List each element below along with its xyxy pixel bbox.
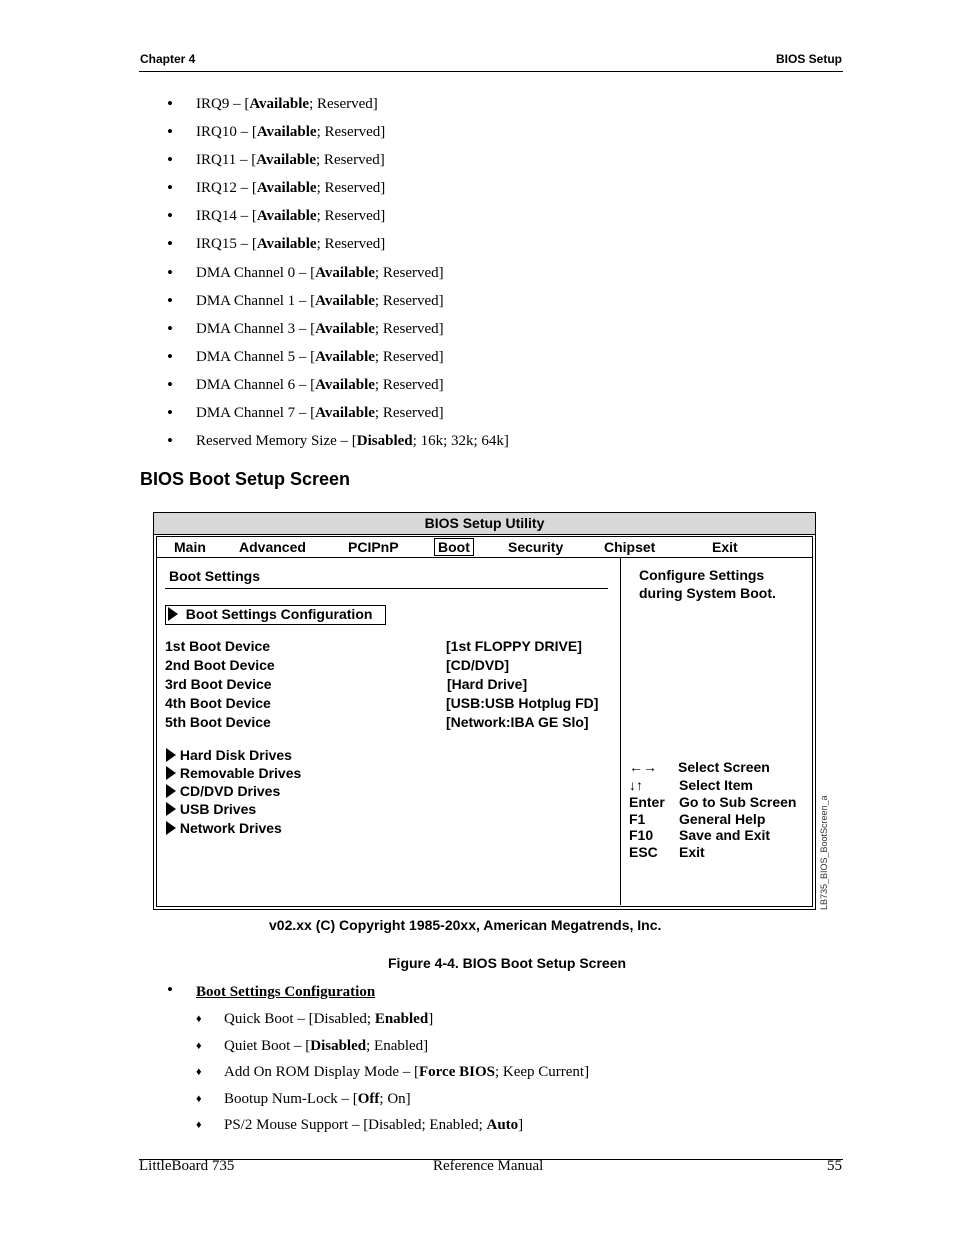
key-name: Enter (629, 794, 665, 810)
figure-caption: Figure 4-4. BIOS Boot Setup Screen (388, 955, 627, 971)
menu-advanced[interactable]: Advanced (239, 539, 306, 555)
bullet-icon: • (167, 262, 173, 282)
submenu-arrow-icon (168, 607, 178, 621)
submenu-network-drives[interactable]: Network Drives (166, 820, 282, 836)
chapter-label: Chapter 4 (140, 52, 196, 66)
diamond-bullet-icon: ♦ (196, 1119, 202, 1132)
submenu-removable-drives[interactable]: Removable Drives (166, 765, 301, 781)
bullet-icon: • (167, 980, 173, 999)
diamond-bullet-icon: ♦ (196, 1039, 202, 1052)
key-action: Go to Sub Screen (679, 794, 797, 810)
diamond-bullet-icon: ♦ (196, 1066, 202, 1079)
bullet-icon: • (167, 403, 173, 423)
section-label: BIOS Setup (775, 52, 842, 66)
bullet-icon: • (167, 94, 173, 113)
submenu-cd-dvd-drives[interactable]: CD/DVD Drives (166, 783, 280, 799)
diamond-bullet-icon: ♦ (196, 1013, 202, 1025)
key-up-down-icon: ↓↑ (629, 777, 643, 793)
menu-chipset[interactable]: Chipset (604, 539, 656, 555)
boot-device-label: 3rd Boot Device (165, 676, 272, 692)
boot-config-heading: Boot Settings Configuration (196, 984, 376, 1000)
key-left-right-icon: ←→ (629, 759, 657, 775)
submenu-arrow-icon (166, 802, 176, 816)
boot-device-value[interactable]: [Network:IBA GE Slo] (446, 714, 589, 730)
help-text-line1: Configure Settings (639, 567, 765, 583)
menu-rule (157, 557, 812, 558)
copyright-line: v02.xx (C) Copyright 1985-20xx, American Megatrends, Inc. (269, 917, 662, 933)
boot-settings-config[interactable]: Boot Settings Configuration (168, 606, 372, 622)
bullet-icon: • (167, 290, 173, 310)
bullet-icon: • (167, 122, 173, 142)
boot-device-label: 4th Boot Device (165, 695, 271, 711)
boot-device-value[interactable]: [USB:USB Hotplug FD] (446, 695, 599, 711)
submenu-arrow-icon (166, 821, 176, 835)
key-action: Save and Exit (679, 827, 771, 843)
key-action: General Help (679, 811, 766, 827)
key-action: Select Item (679, 777, 753, 793)
boot-device-value[interactable]: [CD/DVD] (446, 657, 509, 673)
submenu-usb-drives[interactable]: USB Drives (166, 801, 256, 817)
bullet-icon: • (167, 178, 173, 198)
submenu-arrow-icon (166, 766, 176, 780)
bullet-icon: • (167, 234, 173, 254)
panel-heading: Boot Settings (169, 568, 260, 584)
key-name: F1 (629, 811, 646, 827)
bullet-icon: • (167, 206, 173, 226)
menu-main[interactable]: Main (174, 539, 206, 555)
panel-heading-rule (165, 588, 608, 589)
boot-device-label: 2nd Boot Device (165, 657, 275, 673)
help-text-line2: during System Boot. (639, 585, 776, 601)
bullet-icon: • (167, 431, 173, 451)
bios-title-bar: BIOS Setup Utility (154, 513, 815, 535)
key-action: Select Screen (678, 759, 770, 775)
bullet-icon: • (167, 150, 173, 170)
header-rule (139, 71, 843, 72)
diamond-bullet-icon: ♦ (196, 1092, 202, 1105)
submenu-hard-disk-drives[interactable]: Hard Disk Drives (166, 747, 292, 763)
boot-device-label: 1st Boot Device (165, 638, 271, 654)
footer-title: Reference Manual (433, 1158, 544, 1174)
menu-exit[interactable]: Exit (712, 539, 738, 555)
menu-pcipnp[interactable]: PCIPnP (348, 539, 399, 555)
figure-id-label: LB735_BIOS_BootScreen_a (819, 795, 829, 910)
page-number: 55 (827, 1158, 842, 1174)
section-title: BIOS Boot Setup Screen (140, 469, 351, 489)
bullet-icon: • (167, 346, 173, 366)
menu-security[interactable]: Security (508, 539, 564, 555)
submenu-arrow-icon (166, 748, 176, 762)
boot-device-label: 5th Boot Device (165, 714, 271, 730)
panel-divider (620, 558, 621, 905)
bullet-icon: • (167, 318, 173, 338)
key-action: Exit (679, 844, 705, 860)
menu-boot[interactable]: Boot (434, 538, 474, 556)
boot-device-value[interactable]: [1st FLOPPY DRIVE] (446, 638, 582, 654)
submenu-arrow-icon (166, 784, 176, 798)
bullet-icon: • (167, 374, 173, 394)
boot-device-value[interactable]: [Hard Drive] (447, 676, 528, 692)
footer-product: LittleBoard 735 (139, 1158, 235, 1174)
key-name: ESC (629, 844, 658, 860)
key-name: F10 (629, 827, 654, 843)
